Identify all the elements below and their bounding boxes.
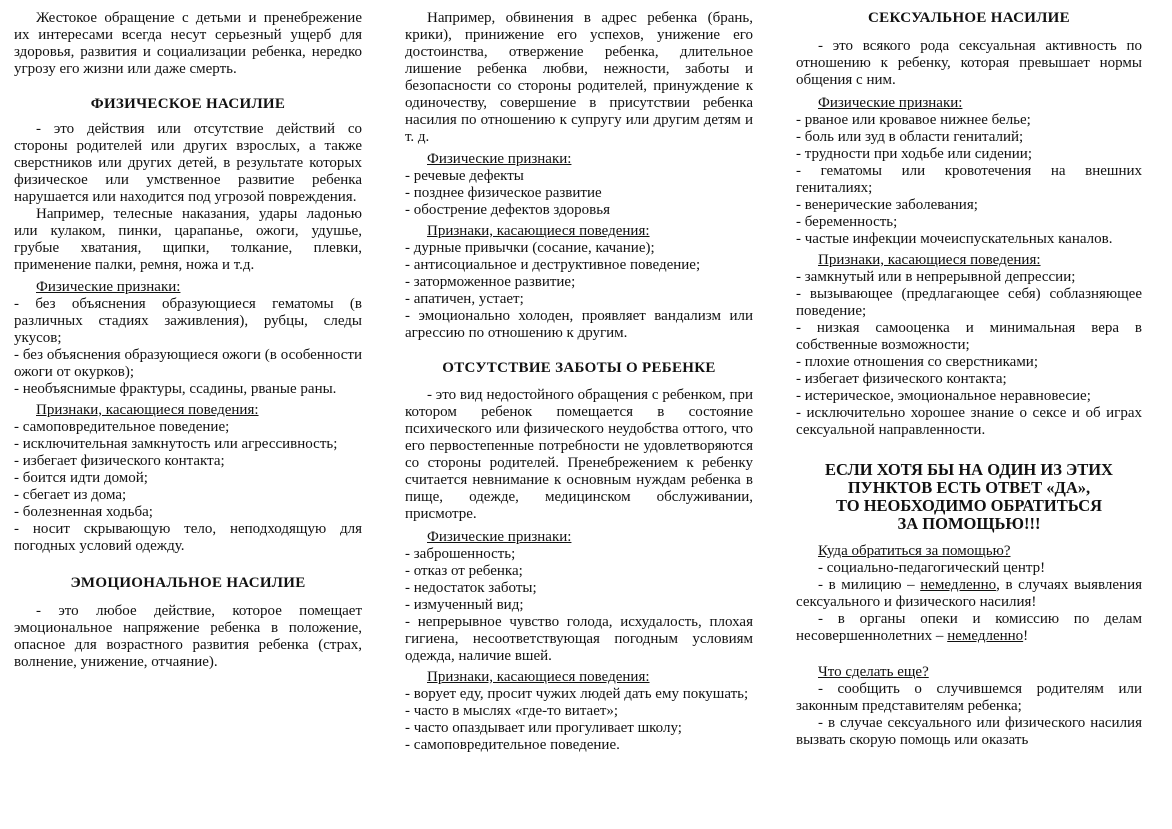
callout-line: ЗА ПОМОЩЬЮ!!! <box>897 514 1041 533</box>
list-item: - замкнутый или в непрерывной депрессии; <box>796 269 1076 285</box>
list-item: - недостаток заботы; <box>405 580 537 596</box>
list-item: - избегает физического контакта; <box>796 371 1007 387</box>
where-item <box>796 577 1142 611</box>
list-item: - апатичен, устает; <box>405 291 524 307</box>
where-item <box>796 611 1142 645</box>
emphasis-underline: немедленно <box>920 577 997 593</box>
behavior-signs-heading: Признаки, касающиеся поведения: <box>818 252 1041 268</box>
emphasis-underline: немедленно <box>947 628 1024 644</box>
list-item: - исключительная замкнутость или агрессивность; <box>14 436 338 452</box>
where-item-text: - в милицию – <box>818 577 915 593</box>
neglect-heading: ОТСУТСТВИЕ ЗАБОТЫ О РЕБЕНКЕ <box>442 360 716 376</box>
list-item: - эмоционально холоден, проявляет вандализм или агрессию по отношению к другим. <box>405 308 753 341</box>
column-middle <box>405 10 753 754</box>
physical-signs-heading: Физические признаки: <box>818 95 963 111</box>
callout-line: ТО НЕОБХОДИМО ОБРАТИТЬСЯ <box>835 496 1103 515</box>
list-item: - частые инфекции мочеиспускательных каналов. <box>796 231 1113 247</box>
emotional-violence-examples: Например, обвинения в адрес ребенка (брань, крики), принижение его успехов, унижение его достоинства, отвержение ребенка, длительное лишение ребенка любви, нежности, заботы и безопасности со стороны родителей, принуждение к одиночеству, совершение в присутствии ребенка насилия по отношению к супругу или другим детям и т. д. <box>405 10 753 145</box>
list-item: - дурные привычки (сосание, качание); <box>405 240 655 256</box>
list-item: - измученный вид; <box>405 597 524 613</box>
list-item: - ворует еду, просит чужих людей дать ему покушать; <box>405 686 749 702</box>
list-item: - сбегает из дома; <box>14 487 127 503</box>
physical-signs-heading: Физические признаки: <box>427 151 572 167</box>
list-item: - заброшенность; <box>405 546 516 562</box>
list-item: - низкая самооценка и минимальная вера в собственные возможности; <box>796 320 1142 353</box>
physical-violence-heading: ФИЗИЧЕСКОЕ НАСИЛИЕ <box>90 96 286 112</box>
list-item: - плохие отношения со сверстниками; <box>796 354 1039 370</box>
where-item-text: , в случаях выявления сексуального и физического насилия! <box>796 577 1143 610</box>
list-item: - часто опаздывает или прогуливает школу; <box>405 720 682 736</box>
where-to-go-heading: Куда обратиться за помощью? <box>818 543 1011 559</box>
list-item: - без объяснения образующиеся гематомы (в различных стадиях заживления), рубцы, следы укусов; <box>14 296 362 346</box>
list-item: - вызывающее (предлагающее себя) соблазняющее поведение; <box>796 286 1142 319</box>
list-item: - носит скрывающую тело, неподходящую для погодных условий одежду. <box>14 521 362 554</box>
neglect-behavior-signs-heading: Признаки, касающиеся поведения: <box>427 669 650 685</box>
callout-line: ПУНКТОВ ЕСТЬ ОТВЕТ «ДА», <box>847 478 1091 497</box>
list-item: - боль или зуд в области гениталий; <box>796 129 1024 145</box>
emotional-violence-heading: ЭМОЦИОНАЛЬНОЕ НАСИЛИЕ <box>70 575 306 591</box>
list-item: - обострение дефектов здоровья <box>405 202 611 218</box>
list-item: - самоповредительное поведение; <box>14 419 230 435</box>
list-item: - боится идти домой; <box>14 470 148 486</box>
what-item: - сообщить о случившемся родителям или законным представителям ребенка; <box>796 681 1142 714</box>
sexual-violence-definition: - это всякого рода сексуальная активность по отношению к ребенку, которая превышает нормы общения с ним. <box>796 38 1142 88</box>
column-right <box>796 10 1142 749</box>
list-item: - отказ от ребенка; <box>405 563 523 579</box>
callout-line: ЕСЛИ ХОТЯ БЫ НА ОДИН ИЗ ЭТИХ <box>825 460 1113 479</box>
behavior-signs-heading: Признаки, касающиеся поведения: <box>36 402 259 418</box>
list-item: - самоповредительное поведение. <box>405 737 620 753</box>
behavior-signs-heading: Признаки, касающиеся поведения: <box>427 223 650 239</box>
where-item-text: ! <box>1023 628 1029 644</box>
list-item: - часто в мыслях «где-то витает»; <box>405 703 619 719</box>
physical-violence-definition: - это действия или отсутствие действий со стороны родителей или других взрослых, а также сверстников или других детей, в результате которых физическое или умственное развитие ребенка нарушается или находится под угрозой повреждения. <box>14 121 362 205</box>
list-item: - истерическое, эмоциональное неравновесие; <box>796 388 1091 404</box>
neglect-physical-signs-heading: Физические признаки: <box>427 529 572 545</box>
list-item: - беременность; <box>796 214 898 230</box>
physical-violence-examples: Например, телесные наказания, удары ладонью или кулаком, пинки, царапанье, ожоги, удушье, грубые хватания, щипки, толкание, плевки, применение палки, ремня, ножа и т.д. <box>14 206 362 273</box>
list-item: - непрерывное чувство голода, исхудалость, плохая гигиена, несоответствующая погодным условиям одежда, наличие вшей. <box>405 614 753 664</box>
list-item: - болезненная ходьба; <box>14 504 153 520</box>
physical-signs-heading: Физические признаки: <box>36 279 181 295</box>
sexual-violence-heading: СЕКСУАЛЬНОЕ НАСИЛИЕ <box>868 10 1070 26</box>
list-item: - речевые дефекты <box>405 168 524 184</box>
list-item: - антисоциальное и деструктивное поведение; <box>405 257 701 273</box>
what-else-heading: Что сделать еще? <box>818 664 929 680</box>
where-item: - социально-педагогический центр! <box>818 560 1046 576</box>
list-item: - позднее физическое развитие <box>405 185 602 201</box>
where-item-text: - в органы опеки и комиссию по делам несовершеннолетних – <box>796 611 1142 644</box>
intro-paragraph: Жестокое обращение с детьми и пренебрежение их интересами всегда несут серьезный ущерб для здоровья, развития и социализации ребенка, нередко угрозу его жизни или даже смерть. <box>14 10 362 77</box>
column-left <box>14 10 362 671</box>
list-item: - трудности при ходьбе или сидении; <box>796 146 1032 162</box>
list-item: - заторможенное развитие; <box>405 274 576 290</box>
list-item: - исключительно хорошее знание о сексе и об играх сексуальной направленности. <box>796 405 1142 438</box>
list-item: - венерические заболевания; <box>796 197 978 213</box>
list-item: - гематомы или кровотечения на внешних гениталиях; <box>796 163 1142 196</box>
what-item: - в случае сексуального или физического насилия вызвать скорую помощь или оказать <box>796 715 1142 748</box>
list-item: - рваное или кровавое нижнее белье; <box>796 112 1031 128</box>
neglect-definition: - это вид недостойного обращения с ребенком, при котором ребенок помещается в состояние психического или физического неудобства оттого, что его первостепенные потребности не удовлетворяются со стороны родителей. Пренебрежением к ребенку считается невнимание к основным нуждам ребенка в пище, одежде, медицинском обслуживании, присмотре. <box>405 387 753 522</box>
list-item: - необъяснимые фрактуры, ссадины, рваные раны. <box>14 381 337 397</box>
list-item: - избегает физического контакта; <box>14 453 225 469</box>
list-item: - без объяснения образующиеся ожоги (в особенности ожоги от окурков); <box>14 347 362 380</box>
callout-block <box>796 461 1142 533</box>
emotional-violence-definition: - это любое действие, которое помещает эмоциональное напряжение ребенка в положение, опасное для возрастного развития ребенка (страх, волнение, унижение, отчаяние). <box>14 603 362 670</box>
